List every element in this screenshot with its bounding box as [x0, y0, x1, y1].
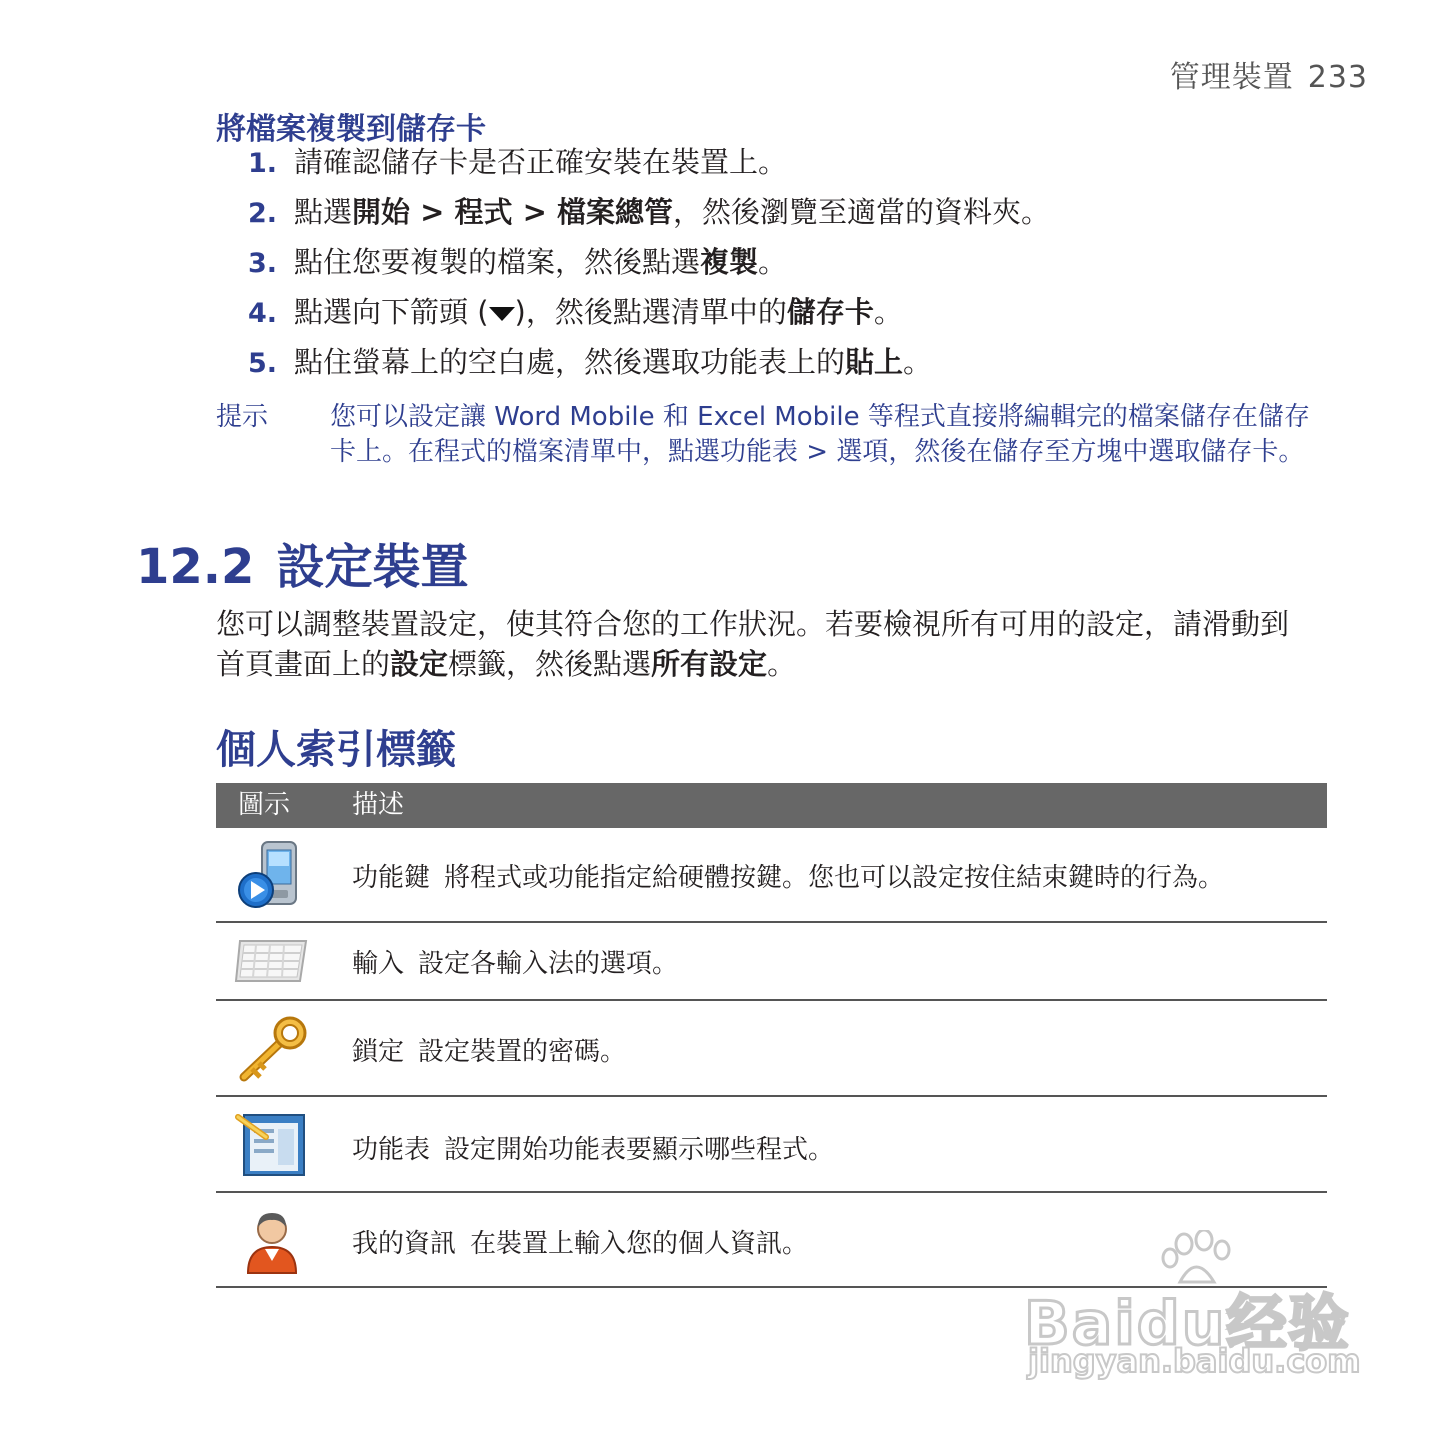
- table-row: [216, 828, 1327, 923]
- intro-emphasis: 設定: [390, 647, 449, 681]
- section-heading: [136, 528, 468, 597]
- user-icon: [234, 1205, 310, 1277]
- setting-description: 設定開始功能表要顯示哪些程式。: [444, 1135, 835, 1165]
- step-emphasis: 貼上: [845, 345, 904, 379]
- setting-description: 在裝置上輸入您的個人資訊。: [470, 1229, 809, 1259]
- setting-name: 鎖定: [352, 1037, 405, 1067]
- step-emphasis: 複製: [700, 245, 759, 279]
- step-text: 。: [903, 345, 933, 379]
- section-title: 設定裝置: [276, 539, 469, 595]
- step-number: 2.: [248, 198, 278, 229]
- keyboard-icon: [234, 927, 310, 999]
- setting-name: 輸入: [352, 949, 405, 979]
- down-arrow-icon: [489, 307, 515, 321]
- list-item: [248, 240, 1050, 290]
- table-header: [216, 783, 1327, 828]
- chapter-title: 管理裝置: [1169, 60, 1294, 95]
- setting-name: 我的資訊: [352, 1229, 457, 1259]
- intro-emphasis: 所有設定: [651, 647, 768, 681]
- step-emphasis: 開始 > 程式 > 檔案總管: [352, 195, 673, 229]
- list-item: [248, 290, 1050, 340]
- step-number: 4.: [248, 298, 278, 329]
- row-description: [352, 857, 1224, 894]
- column-header-icon: 圖示: [238, 790, 291, 820]
- key-icon: [234, 1013, 310, 1085]
- phone-buttons-icon: [234, 840, 310, 912]
- section-intro: [216, 604, 1316, 684]
- settings-table: [216, 783, 1327, 1288]
- watermark-cn-text: 经验: [1226, 1289, 1351, 1359]
- tip-text: 您可以設定讓 Word Mobile 和 Excel Mobile 等程式直接將編輯完的檔案儲存在儲存卡上。在程式的檔案清單中，點選功能表 > 選項，然後在儲存至方塊中選取儲存卡。: [330, 402, 1310, 467]
- column-header-description: 描述: [352, 790, 405, 820]
- step-number: 3.: [248, 248, 278, 279]
- list-item: [248, 140, 1050, 190]
- watermark-brand-text: Bai: [1024, 1289, 1137, 1359]
- step-text: 點住您要複製的檔案，然後點選: [294, 245, 701, 279]
- page-header: [1156, 52, 1368, 96]
- step-text: 請確認儲存卡是否正確安裝在裝置上。: [294, 145, 788, 179]
- row-description: [352, 1129, 834, 1166]
- step-text: 點住螢幕上的空白處，然後選取功能表上的: [294, 345, 846, 379]
- step-text: )，然後點選清單中的: [514, 295, 787, 329]
- table-row: [216, 1001, 1327, 1097]
- table-row: [216, 923, 1327, 1001]
- intro-text: 標籤，然後點選: [448, 647, 652, 681]
- step-emphasis: 儲存卡: [786, 295, 874, 329]
- personal-tab-title: 個人索引標籤: [216, 727, 456, 773]
- setting-name: 功能鍵: [352, 863, 431, 893]
- setting-name: 功能表: [352, 1135, 431, 1165]
- row-description: [352, 1223, 808, 1260]
- steps-list: [248, 140, 1050, 390]
- step-text: ，然後瀏覽至適當的資料夾。: [673, 195, 1051, 229]
- section-number: 12.2: [136, 539, 255, 595]
- setting-description: 將程式或功能指定給硬體按鍵。您也可以設定按住結束鍵時的行為。: [444, 863, 1225, 893]
- list-item: [248, 340, 1050, 390]
- intro-text: 您可以調整裝置設定，使其符合您的工作狀況。若要檢視所有可用的設定，請滑動到首頁畫面上的: [216, 607, 1290, 681]
- tip-label: 提示: [216, 402, 269, 432]
- step-text: 點選向下箭頭 (: [294, 295, 489, 329]
- row-description: [352, 943, 678, 980]
- step-number: 1.: [248, 148, 278, 179]
- list-item: [248, 190, 1050, 240]
- tip-box: [216, 400, 1326, 470]
- row-description: [352, 1031, 626, 1068]
- watermark-url: jingyan.baidu.com: [1028, 1342, 1361, 1380]
- page-number: 233: [1307, 60, 1368, 95]
- step-number: 5.: [248, 348, 278, 379]
- step-text: 點選: [294, 195, 353, 229]
- copy-section-title: 將檔案複製到儲存卡: [216, 112, 486, 147]
- menu-edit-icon: [234, 1111, 310, 1183]
- step-text: 。: [758, 245, 788, 279]
- setting-description: 設定裝置的密碼。: [418, 1037, 627, 1067]
- watermark-brand-text: du: [1136, 1289, 1227, 1359]
- setting-description: 設定各輸入法的選項。: [418, 949, 679, 979]
- table-row: [216, 1097, 1327, 1193]
- intro-text: 。: [767, 647, 797, 681]
- step-text: 。: [873, 295, 903, 329]
